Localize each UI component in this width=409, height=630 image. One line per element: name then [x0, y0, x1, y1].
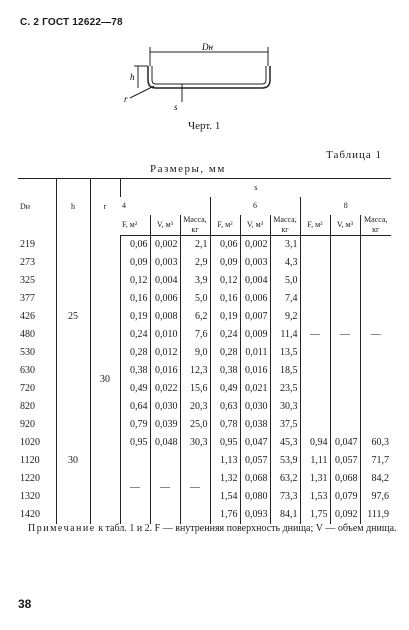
cell-s4: 0,048: [150, 434, 180, 452]
cell-dn: 219: [20, 238, 35, 250]
cell-s4: 0,64: [120, 398, 150, 416]
cell-s6: 1,54: [210, 488, 240, 506]
cell-s6: 0,038: [240, 416, 270, 434]
cell-s6: 7,4: [270, 290, 300, 308]
cell-s6: 0,093: [240, 506, 270, 524]
cell-s4: 2,1: [180, 236, 210, 255]
cell-s4: 15,6: [180, 380, 210, 398]
cell-s4: 9,0: [180, 344, 210, 362]
cell-s6: 0,030: [240, 398, 270, 416]
cell-s6: 0,057: [240, 452, 270, 470]
table-title: Размеры, мм: [150, 163, 226, 175]
dimensions-table: [18, 178, 391, 524]
cell-s4: 7,6: [180, 326, 210, 344]
col-h: h: [56, 179, 90, 236]
cell-s6: 53,9: [270, 452, 300, 470]
cell-dn: 1020: [20, 437, 40, 448]
cell-s4: 0,008: [150, 308, 180, 326]
label-s: s: [174, 102, 178, 112]
cell-s8: 0,079: [330, 488, 360, 506]
cell-s6: 11,4: [270, 326, 300, 344]
col-s: s: [120, 179, 391, 198]
cell-s4: 0,003: [150, 254, 180, 272]
cell-s4: 0,016: [150, 362, 180, 380]
cell-dn: 820: [20, 401, 35, 412]
cell-s6: 0,009: [240, 326, 270, 344]
cell-s8: 0,94: [300, 434, 330, 452]
cell-dn: 377: [20, 293, 35, 304]
sub-f: F, м²: [210, 215, 240, 236]
cell-s8: 97,6: [360, 488, 391, 506]
cell-s8: 1,53: [300, 488, 330, 506]
cell-s4: 6,2: [180, 308, 210, 326]
cell-s4: 30,3: [180, 434, 210, 452]
cell-s6: 0,047: [240, 434, 270, 452]
cell-s6: 0,068: [240, 470, 270, 488]
cell-dash: —: [330, 236, 360, 435]
cell-s4: 0,006: [150, 290, 180, 308]
cell-s6: 84,1: [270, 506, 300, 524]
note-label: Примечание: [28, 523, 96, 534]
cell-s4: 0,24: [120, 326, 150, 344]
cell-dn: 1220: [20, 473, 40, 484]
cell-s8: 84,2: [360, 470, 391, 488]
cell-s6: 3,1: [270, 236, 300, 255]
cell-s8: 0,047: [330, 434, 360, 452]
cell-s6: 37,5: [270, 416, 300, 434]
label-h: h: [130, 72, 135, 82]
cell-s4: 0,49: [120, 380, 150, 398]
cell-s4: 0,16: [120, 290, 150, 308]
cell-s6: 0,49: [210, 380, 240, 398]
cell-dn: 530: [20, 347, 35, 358]
cell-s4: 0,28: [120, 344, 150, 362]
cell-dash: —: [300, 236, 330, 435]
cell-s4: 12,3: [180, 362, 210, 380]
cell-s4: 0,010: [150, 326, 180, 344]
sub-f: F, м²: [120, 215, 150, 236]
cell-dn: 630: [20, 365, 35, 376]
cell-dn: 426: [20, 311, 35, 322]
cell-s4: 0,79: [120, 416, 150, 434]
cell-s6: 0,006: [240, 290, 270, 308]
cell-s4: 3,9: [180, 272, 210, 290]
cell-s6: 0,06: [210, 236, 240, 255]
cell-s4: 0,012: [150, 344, 180, 362]
cell-s6: 0,28: [210, 344, 240, 362]
cell-s6: 1,13: [210, 452, 240, 470]
cell-s6: 4,3: [270, 254, 300, 272]
cell-dn: 325: [20, 275, 35, 286]
cell-dn: 273: [20, 257, 35, 268]
dimensions-table-wrap: [18, 178, 391, 524]
cell-dn: 480: [20, 329, 35, 340]
cell-s6: 0,016: [240, 362, 270, 380]
label-dn: Dн: [202, 42, 213, 52]
sub-mass: Масса, кг: [180, 215, 210, 236]
cell-dn: 920: [20, 419, 35, 430]
page-header: С. 2 ГОСТ 12622—78: [20, 17, 123, 28]
cell-dash: —: [150, 452, 180, 524]
cell-s6: 0,12: [210, 272, 240, 290]
figure-caption: Черт. 1: [188, 120, 221, 132]
cell-s8: 1,31: [300, 470, 330, 488]
cell-s6: 0,95: [210, 434, 240, 452]
cell-s4: 0,09: [120, 254, 150, 272]
cell-dn: 1320: [20, 491, 40, 502]
sub-mass: Масса, кг: [270, 215, 300, 236]
cell-s6: 0,007: [240, 308, 270, 326]
cell-s6: 0,021: [240, 380, 270, 398]
cell-s4: 2,9: [180, 254, 210, 272]
cell-s6: 18,5: [270, 362, 300, 380]
table-label: Таблица 1: [326, 149, 383, 161]
cell-dash: —: [120, 452, 150, 524]
cell-s4: 0,030: [150, 398, 180, 416]
sub-v: V, м³: [240, 215, 270, 236]
cell-s4: 0,95: [120, 434, 150, 452]
cell-s6: 1,32: [210, 470, 240, 488]
sub-mass: Масса, кг: [360, 215, 391, 236]
col-s8: 8: [300, 197, 391, 215]
cell-s4: 5,0: [180, 290, 210, 308]
col-dn: Dн: [18, 179, 56, 236]
cell-s6: 5,0: [270, 272, 300, 290]
cell-r: 30: [90, 236, 120, 525]
cell-s6: 0,004: [240, 272, 270, 290]
cell-s6: 0,003: [240, 254, 270, 272]
cell-s6: 0,080: [240, 488, 270, 506]
cell-s6: 0,09: [210, 254, 240, 272]
cell-s6: 73,3: [270, 488, 300, 506]
cell-s8: 1,11: [300, 452, 330, 470]
cell-s6: 0,011: [240, 344, 270, 362]
cell-h: 25: [56, 236, 90, 399]
cell-s6: 1,76: [210, 506, 240, 524]
col-s6: 6: [210, 197, 300, 215]
table-note: [28, 522, 400, 536]
cell-s4: 20,3: [180, 398, 210, 416]
cell-s8: 71,7: [360, 452, 391, 470]
cell-s4: 0,38: [120, 362, 150, 380]
cell-s6: 0,63: [210, 398, 240, 416]
sub-v: V, м³: [150, 215, 180, 236]
cell-s6: 0,24: [210, 326, 240, 344]
note-text: к табл. 1 и 2. F — внутренняя поверхность днища; V — объем днища.: [95, 523, 397, 534]
cell-s6: 0,78: [210, 416, 240, 434]
cell-s6: 0,002: [240, 236, 270, 255]
cell-s6: 30,3: [270, 398, 300, 416]
cell-s8: 0,057: [330, 452, 360, 470]
page-number: 38: [18, 597, 32, 611]
cell-s4: 0,004: [150, 272, 180, 290]
cell-s6: 13,5: [270, 344, 300, 362]
cell-s6: 0,16: [210, 290, 240, 308]
cell-s4: 0,002: [150, 236, 180, 255]
cell-s6: 23,5: [270, 380, 300, 398]
col-s4: 4: [122, 201, 126, 210]
cell-dash: —: [360, 236, 391, 435]
cell-s6: 9,2: [270, 308, 300, 326]
cell-s8: 60,3: [360, 434, 391, 452]
cell-s4: 0,12: [120, 272, 150, 290]
cell-s6: 45,3: [270, 434, 300, 452]
label-r: r: [124, 94, 128, 104]
bottom-drawing: [110, 40, 290, 120]
cell-s4: 0,06: [120, 236, 150, 255]
cell-dash: —: [180, 452, 210, 524]
cell-dn: 720: [20, 383, 35, 394]
cell-s8: 0,092: [330, 506, 360, 524]
cell-s4: 0,022: [150, 380, 180, 398]
cell-s8: 0,068: [330, 470, 360, 488]
cell-h: 30: [56, 398, 90, 524]
table-row: [18, 236, 391, 255]
cell-dn: 1420: [20, 509, 40, 520]
table-body: [18, 236, 391, 525]
cell-s4: 25,0: [180, 416, 210, 434]
cell-dn: 1120: [20, 455, 40, 466]
sub-v: V, м³: [330, 215, 360, 236]
cell-s4: 0,039: [150, 416, 180, 434]
col-r: r: [90, 179, 120, 236]
cell-s6: 0,19: [210, 308, 240, 326]
sub-f: F, м²: [300, 215, 330, 236]
cell-s4: 0,19: [120, 308, 150, 326]
cell-s6: 0,38: [210, 362, 240, 380]
cell-s6: 63,2: [270, 470, 300, 488]
cell-s8: 1,75: [300, 506, 330, 524]
cell-s8: 111,9: [360, 506, 391, 524]
